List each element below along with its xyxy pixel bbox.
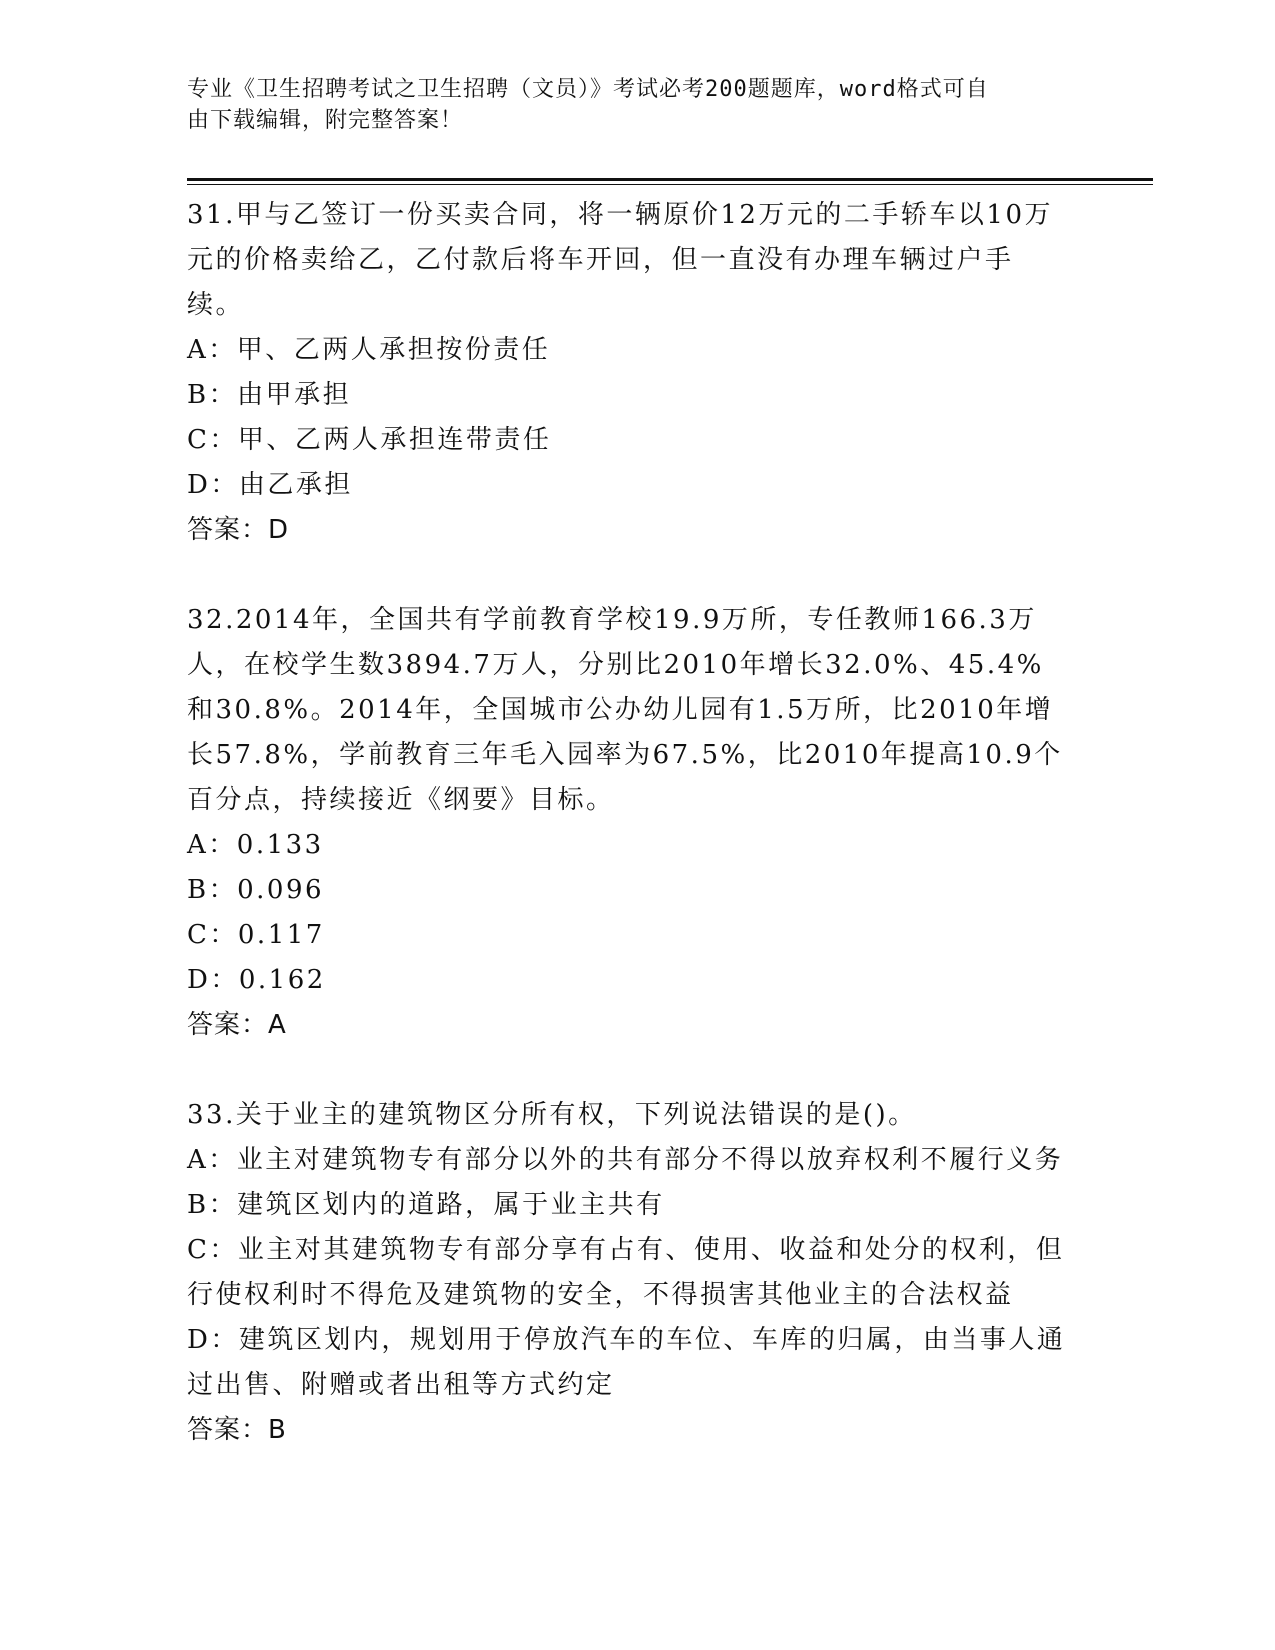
option-b: B：建筑区划内的道路，属于业主共有 xyxy=(187,1190,665,1220)
answer-line: 答案：A xyxy=(187,1010,287,1040)
question-stem: 33.关于业主的建筑物区分所有权，下列说法错误的是()。 xyxy=(187,1100,917,1130)
question-stem: 31.甲与乙签订一份买卖合同，将一辆原价12万元的二手轿车以10万元的价格卖给乙，乙付款后将车开回，但一直没有办理车辆过户手续。 xyxy=(187,200,1054,320)
option-c: C：业主对其建筑物专有部分享有占有、使用、收益和处分的权利，但行使权利时不得危及建筑物的安全，不得损害其他业主的合法权益 xyxy=(187,1235,1065,1310)
option-a: A：0.133 xyxy=(187,830,324,860)
document-header xyxy=(187,74,1067,136)
question-stem: 32.2014年，全国共有学前教育学校19.9万所，专任教师166.3万人，在校学生数3894.7万人，分别比2010年增长32.0%、45.4%和30.8%。2014年，全国城市公办幼儿园有1.5万所，比2010年增长57.8%，学前教育三年毛入园率为67.5%，比2010年提高10.9个百分点，持续接近《纲要》目标。 xyxy=(187,605,1063,815)
option-d: D：0.162 xyxy=(187,965,326,995)
question-31 xyxy=(187,193,1067,553)
answer-line: 答案：B xyxy=(187,1415,287,1445)
option-b: B：0.096 xyxy=(187,875,325,905)
option-d: D：由乙承担 xyxy=(187,470,353,500)
option-b: B：由甲承担 xyxy=(187,380,352,410)
header-line-1: 专业《卫生招聘考试之卫生招聘（文员）》考试必考200题题库，word格式可自 xyxy=(187,77,989,102)
option-c: C：甲、乙两人承担连带责任 xyxy=(187,425,552,455)
question-32 xyxy=(187,598,1067,1048)
option-a: A：甲、乙两人承担按份责任 xyxy=(187,335,551,365)
option-c: C：0.117 xyxy=(187,920,325,950)
question-list xyxy=(187,193,1067,1453)
header-line-2: 由下载编辑，附完整答案！ xyxy=(187,108,464,133)
question-33 xyxy=(187,1093,1067,1453)
header-divider-thick xyxy=(187,178,1153,181)
header-divider-thin xyxy=(187,184,1153,185)
option-d: D：建筑区划内，规划用于停放汽车的车位、车库的归属，由当事人通过出售、附赠或者出租等方式约定 xyxy=(187,1325,1066,1400)
option-a: A：业主对建筑物专有部分以外的共有部分不得以放弃权利不履行义务 xyxy=(187,1145,1064,1175)
answer-line: 答案：D xyxy=(187,515,290,545)
